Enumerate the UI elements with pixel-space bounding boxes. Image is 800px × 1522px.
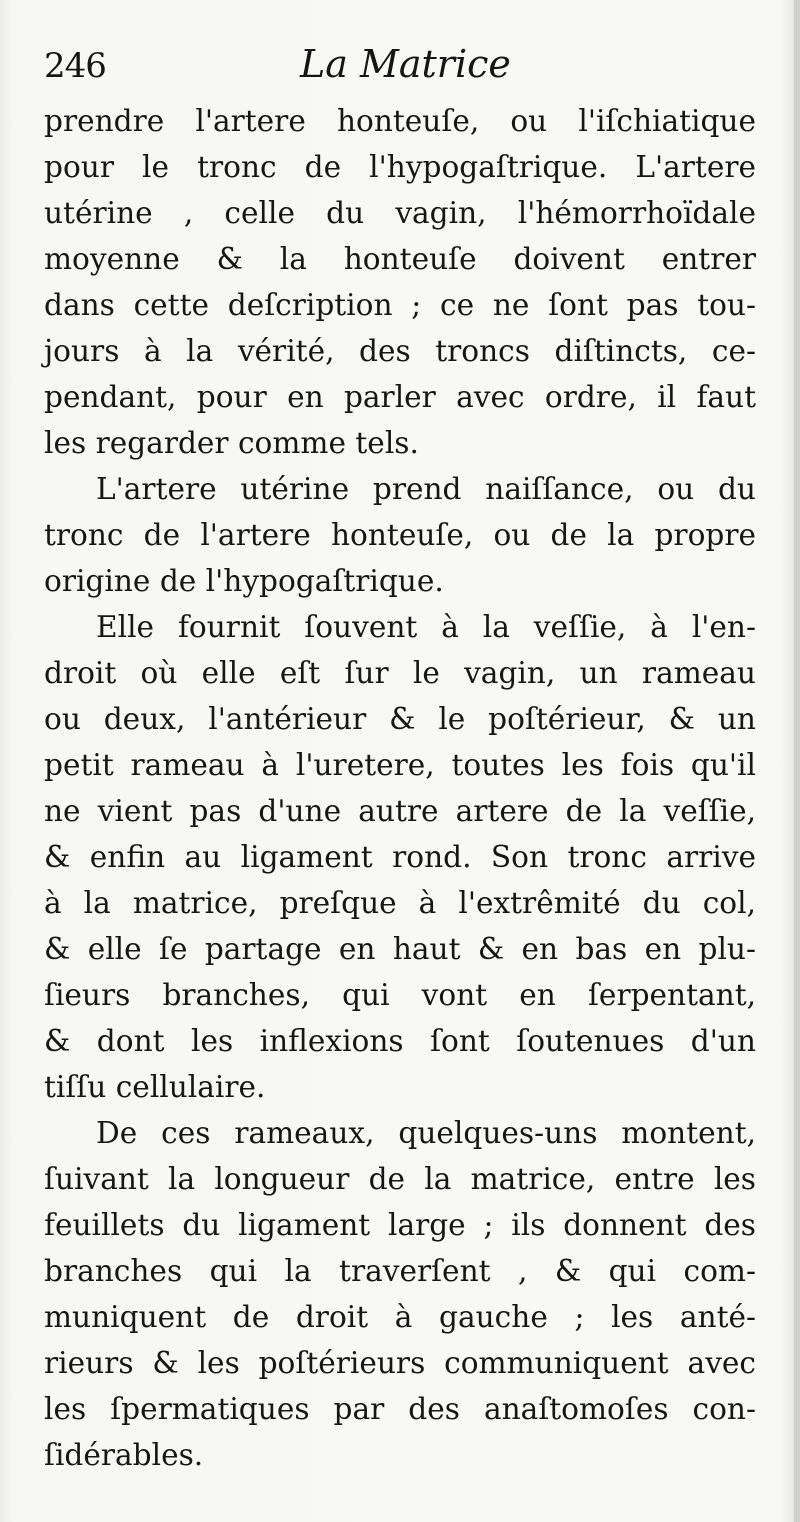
paragraph-4 (44, 1110, 756, 1478)
text-line: dans cette deſcription ; ce ne ſont pas tou- (44, 288, 756, 322)
text-line: pour le tronc de l'hypogaſtrique. L'artere (44, 150, 756, 184)
text-line: feuillets du ligament large ; ils donnent des (44, 1208, 756, 1242)
text-line: & elle ſe partage en haut & en bas en plu- (44, 932, 756, 966)
text-line: tronc de l'artere honteuſe, ou de la propre (44, 518, 756, 552)
text-line: ſieurs branches, qui vont en ſerpentant, (44, 978, 756, 1012)
text-line: prendre l'artere honteuſe, ou l'iſchiatique (44, 104, 756, 138)
text-line: & enfin au ligament rond. Son tronc arrive (44, 840, 756, 874)
text-line: ſuivant la longueur de la matrice, entre les (44, 1162, 756, 1196)
text-line: De ces rameaux, quelques-uns montent, (96, 1116, 756, 1150)
text-line: droit où elle eſt ſur le vagin, un rameau (44, 656, 756, 690)
page-edge-shadow (794, 0, 800, 1522)
body-text (44, 98, 756, 1478)
text-line: les ſpermatiques par des anaſtomoſes con- (44, 1392, 756, 1426)
text-line: origine de l'hypogaſtrique. (44, 564, 444, 598)
text-line: ſidérables. (44, 1438, 204, 1472)
text-line: pendant, pour en parler avec ordre, il faut (44, 380, 756, 414)
text-line: jours à la vérité, des troncs diſtincts, ce- (44, 334, 756, 368)
text-line: ne vient pas d'une autre artere de la veſſie, (44, 794, 756, 828)
text-line: les regarder comme tels. (44, 426, 419, 460)
text-line: tiſſu cellulaire. (44, 1070, 266, 1104)
paragraph-3 (44, 604, 756, 1110)
text-line: à la matrice, preſque à l'extrêmité du col, (44, 886, 756, 920)
text-line: petit rameau à l'uretere, toutes les fois qu'il (44, 748, 756, 782)
text-line: L'artere utérine prend naiſſance, ou du (96, 472, 756, 506)
text-line: rieurs & les poſtérieurs communiquent avec (44, 1346, 756, 1380)
text-line: Elle fournit ſouvent à la veſſie, à l'en- (96, 610, 756, 644)
text-line: branches qui la traverſent , & qui com- (44, 1254, 756, 1288)
text-line: muniquent de droit à gauche ; les anté- (44, 1300, 756, 1334)
paragraph-1 (44, 98, 756, 466)
text-line: ou deux, l'antérieur & le poſtérieur, & un (44, 702, 756, 736)
page-header (44, 42, 764, 98)
text-line: moyenne & la honteuſe doivent entrer (44, 242, 756, 276)
text-line: & dont les inflexions ſont ſoutenues d'un (44, 1024, 756, 1058)
paragraph-2 (44, 466, 756, 604)
running-title: La Matrice (300, 42, 511, 86)
text-line: utérine , celle du vagin, l'hémorrhoïdale (44, 196, 756, 230)
page-number: 246 (44, 46, 106, 86)
